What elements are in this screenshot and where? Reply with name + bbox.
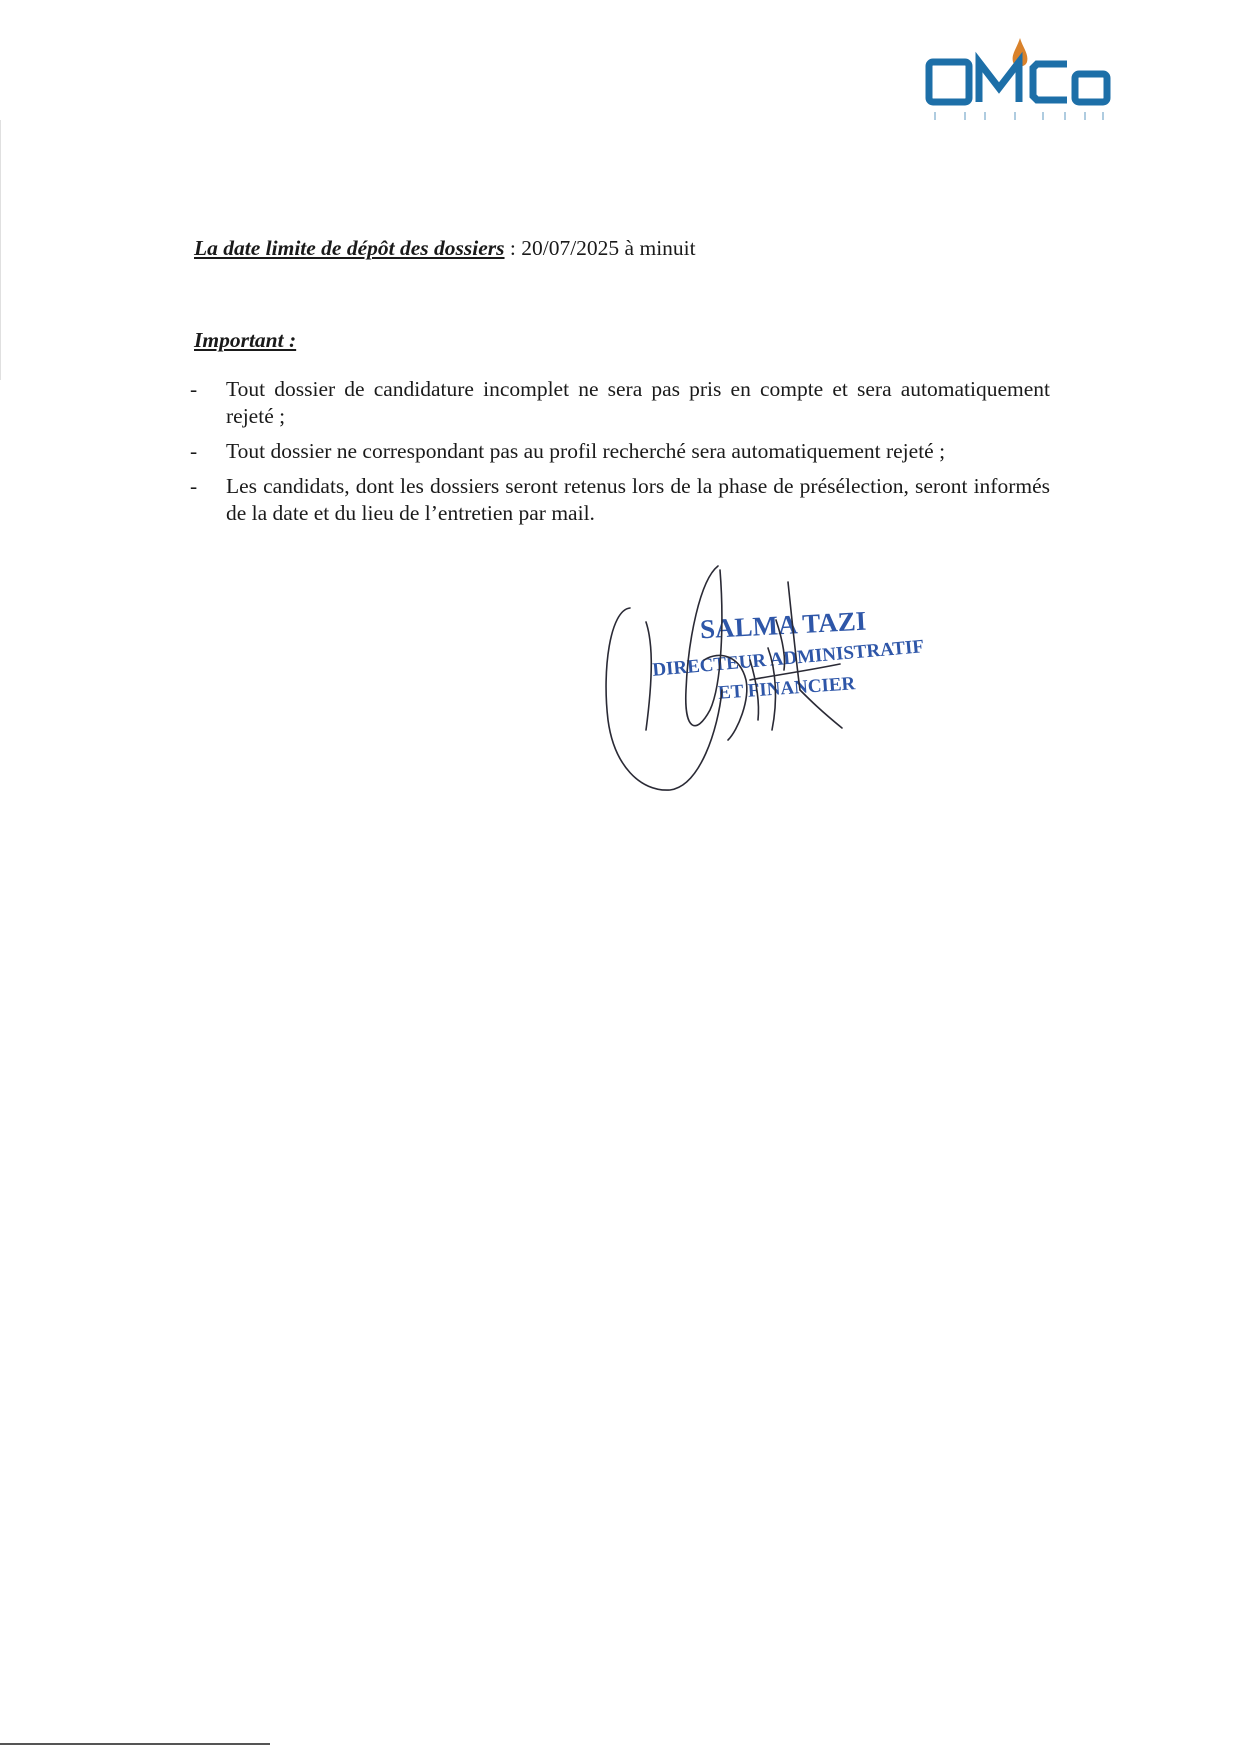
omco-logo [925, 34, 1125, 124]
list-item-text: Les candidats, dont les dossiers seront retenus lors de la phase de présélection, seront informés de la date et du lieu de l’entretien par mail. [226, 474, 1050, 525]
important-list [190, 376, 1050, 535]
list-item [190, 473, 1050, 527]
important-heading: Important : [194, 328, 297, 352]
deadline-value: : 20/07/2025 à minuit [504, 236, 696, 260]
stamp-title: DIRECTEUR ADMINISTRATIF [651, 636, 925, 681]
list-item [190, 376, 1050, 430]
stamp-title-line2: ET FINANCIER [717, 673, 856, 704]
signature-stamp [600, 560, 940, 800]
handwritten-signature [600, 560, 940, 800]
submission-deadline [194, 236, 696, 261]
deadline-label: La date limite de dépôt des dossiers [194, 236, 505, 260]
bullet-dash: - [190, 377, 198, 401]
stamp-name: SALMA TAZI [699, 605, 867, 645]
list-item-text: Tout dossier ne correspondant pas au profil recherché sera automatiquement rejeté ; [226, 439, 946, 463]
scan-edge-mark [0, 120, 1, 380]
list-item [190, 438, 1050, 465]
bullet-dash: - [190, 439, 198, 463]
list-item-text: Tout dossier de candidature incomplet ne sera pas pris en compte et sera automatiquement rejeté ; [226, 377, 1050, 428]
bullet-dash: - [190, 474, 198, 498]
scan-edge-line [0, 1743, 270, 1745]
